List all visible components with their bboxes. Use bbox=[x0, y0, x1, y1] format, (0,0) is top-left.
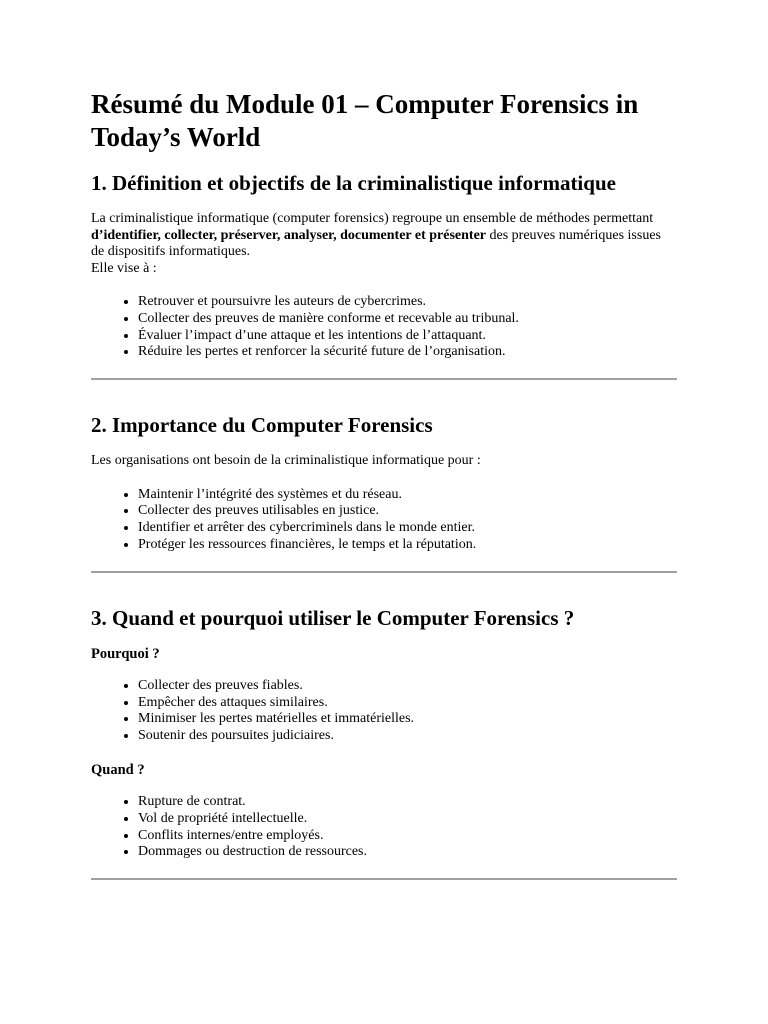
section-intro: Les organisations ont besoin de la criminalistique informatique pour : bbox=[91, 453, 481, 469]
subsection-heading-when: Quand ? bbox=[91, 762, 145, 779]
section-when-why bbox=[91, 605, 677, 880]
list-item: • Vol de propriété intellectuelle. bbox=[138, 811, 677, 828]
section-heading: 1. Définition et objectifs de la criminalistique informatique bbox=[91, 171, 616, 195]
intro-text-end: des preuves numériques issues de dispositifs informatiques. bbox=[91, 227, 661, 259]
list-item: • Retrouver et poursuivre les auteurs de cybercrimes. bbox=[138, 294, 677, 311]
list-item: • Réduire les pertes et renforcer la sécurité future de l’organisation. bbox=[138, 344, 677, 361]
intro-text: La criminalistique informatique (computer forensics) regroupe un ensemble de méthodes permettant bbox=[91, 211, 654, 226]
bullet-list bbox=[91, 794, 677, 861]
list-item: • Rupture de contrat. bbox=[138, 794, 677, 811]
list-item: • Collecter des preuves utilisables en justice. bbox=[138, 503, 677, 520]
section-divider bbox=[91, 571, 677, 573]
list-item: • Soutenir des poursuites judiciaires. bbox=[138, 728, 677, 745]
list-item: • Protéger les ressources financières, le temps et la réputation. bbox=[138, 537, 677, 554]
document-title: Résumé du Module 01 – Computer Forensics in Today’s World bbox=[91, 89, 639, 152]
section-intro bbox=[91, 211, 677, 277]
list-item: • Dommages ou destruction de ressources. bbox=[138, 844, 677, 861]
section-divider bbox=[91, 878, 677, 880]
list-item: • Identifier et arrêter des cybercriminels dans le monde entier. bbox=[138, 520, 677, 537]
bullet-list bbox=[91, 487, 677, 554]
intro-line-2: Elle vise à : bbox=[91, 260, 157, 276]
subsection-heading-why: Pourquoi ? bbox=[91, 645, 160, 662]
document-page bbox=[91, 88, 677, 912]
list-item: • Conflits internes/entre employés. bbox=[138, 828, 677, 845]
section-importance bbox=[91, 412, 677, 573]
intro-bold-text: d’identifier, collecter, préserver, analyser, documenter et présenter bbox=[91, 227, 487, 243]
list-item: • Maintenir l’intégrité des systèmes et du réseau. bbox=[138, 487, 677, 504]
list-item: • Minimiser les pertes matérielles et immatérielles. bbox=[138, 711, 677, 728]
section-heading: 3. Quand et pourquoi utiliser le Computer Forensics ? bbox=[91, 605, 575, 630]
list-item: • Empêcher des attaques similaires. bbox=[138, 695, 677, 712]
bullet-list bbox=[91, 294, 677, 361]
bullet-list bbox=[91, 678, 677, 745]
list-item: • Collecter des preuves fiables. bbox=[138, 678, 677, 695]
list-item: • Collecter des preuves de manière conforme et recevable au tribunal. bbox=[138, 311, 677, 328]
list-item: • Évaluer l’impact d’une attaque et les intentions de l’attaquant. bbox=[138, 328, 677, 345]
section-heading: 2. Importance du Computer Forensics bbox=[91, 413, 433, 438]
section-definition bbox=[91, 170, 677, 380]
section-divider bbox=[91, 378, 677, 380]
